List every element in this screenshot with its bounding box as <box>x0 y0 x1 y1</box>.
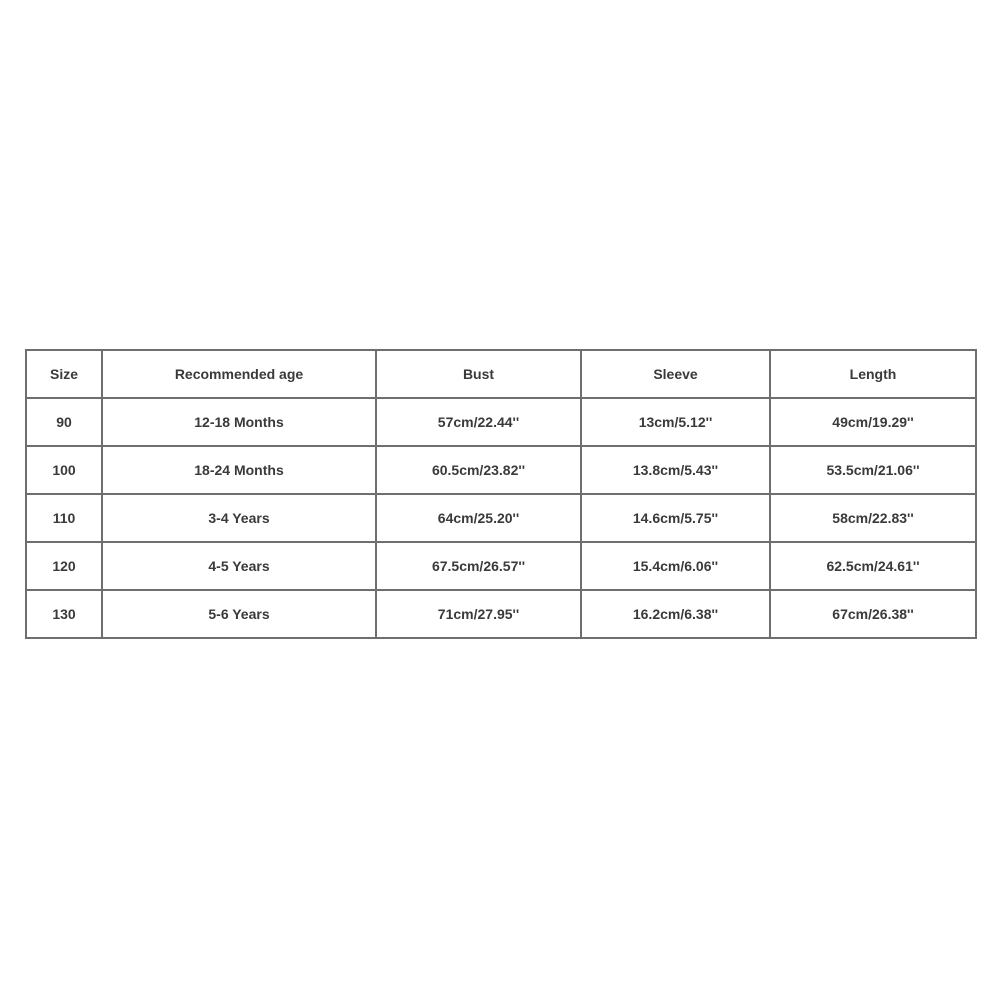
cell-size: 130 <box>26 590 102 638</box>
cell-bust: 60.5cm/23.82'' <box>376 446 581 494</box>
cell-recommended-age: 3-4 Years <box>102 494 376 542</box>
header-sleeve: Sleeve <box>581 350 770 398</box>
table-row <box>26 542 976 590</box>
cell-recommended-age: 18-24 Months <box>102 446 376 494</box>
size-chart-table <box>25 349 977 639</box>
table-row <box>26 398 976 446</box>
cell-bust: 64cm/25.20'' <box>376 494 581 542</box>
cell-bust: 67.5cm/26.57'' <box>376 542 581 590</box>
header-bust: Bust <box>376 350 581 398</box>
cell-bust: 71cm/27.95'' <box>376 590 581 638</box>
cell-sleeve: 14.6cm/5.75'' <box>581 494 770 542</box>
cell-length: 53.5cm/21.06'' <box>770 446 976 494</box>
cell-size: 120 <box>26 542 102 590</box>
cell-bust: 57cm/22.44'' <box>376 398 581 446</box>
cell-sleeve: 13cm/5.12'' <box>581 398 770 446</box>
cell-size: 100 <box>26 446 102 494</box>
cell-sleeve: 16.2cm/6.38'' <box>581 590 770 638</box>
header-length: Length <box>770 350 976 398</box>
header-row <box>26 350 976 398</box>
cell-sleeve: 15.4cm/6.06'' <box>581 542 770 590</box>
cell-sleeve: 13.8cm/5.43'' <box>581 446 770 494</box>
cell-length: 49cm/19.29'' <box>770 398 976 446</box>
cell-length: 58cm/22.83'' <box>770 494 976 542</box>
cell-recommended-age: 5-6 Years <box>102 590 376 638</box>
cell-recommended-age: 12-18 Months <box>102 398 376 446</box>
header-recommended-age: Recommended age <box>102 350 376 398</box>
header-size: Size <box>26 350 102 398</box>
cell-length: 67cm/26.38'' <box>770 590 976 638</box>
table-row <box>26 446 976 494</box>
table-row <box>26 590 976 638</box>
cell-size: 110 <box>26 494 102 542</box>
cell-size: 90 <box>26 398 102 446</box>
cell-length: 62.5cm/24.61'' <box>770 542 976 590</box>
cell-recommended-age: 4-5 Years <box>102 542 376 590</box>
table-row <box>26 494 976 542</box>
